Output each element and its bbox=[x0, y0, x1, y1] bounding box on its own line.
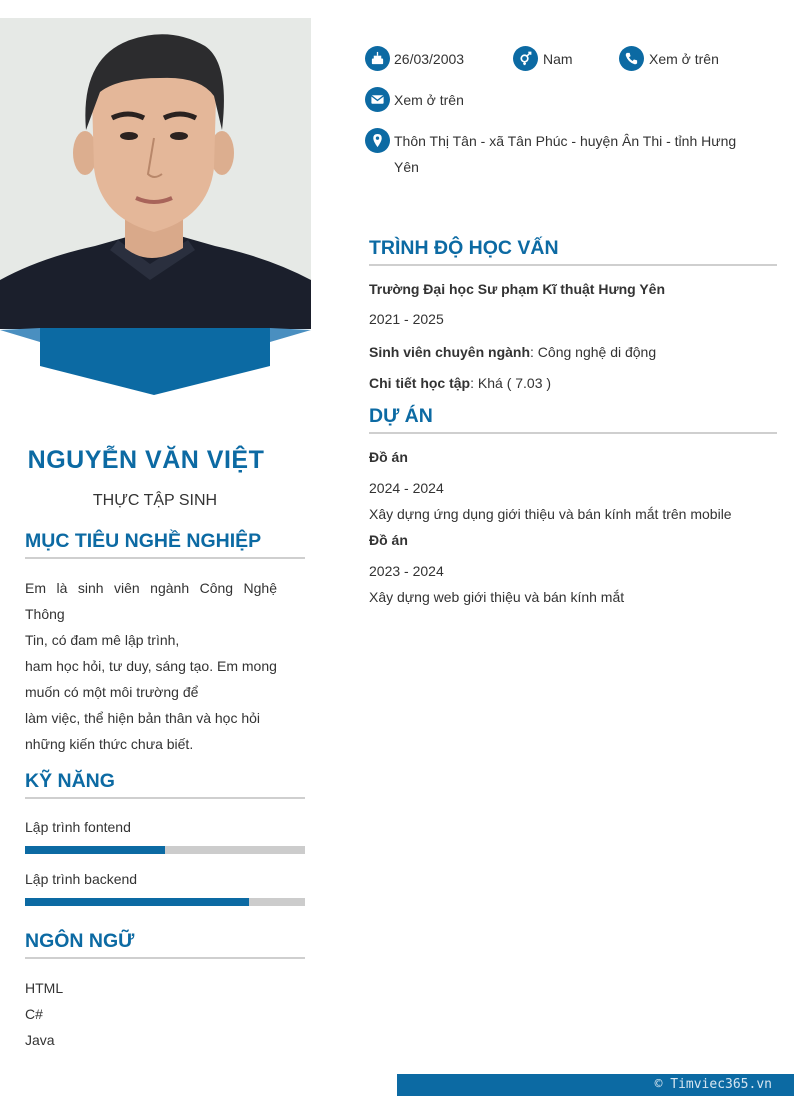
language-item: C# bbox=[25, 1006, 43, 1022]
address-line: Yên bbox=[394, 159, 419, 175]
grade-label: Chi tiết học tập bbox=[369, 375, 471, 391]
project-description: Xây dựng ứng dụng giới thiệu và bán kính mắt trên mobile bbox=[369, 506, 732, 522]
footer-watermark: © Timviec365.vn bbox=[654, 1077, 772, 1092]
grade-value: : Khá ( 7.03 ) bbox=[470, 375, 552, 391]
language-item: Java bbox=[25, 1032, 55, 1048]
objective-line: Em là sinh viên ngành Công Nghệ Thông bbox=[25, 580, 277, 622]
skills-title: KỸ NĂNG bbox=[25, 770, 305, 799]
email-text: Xem ở trên bbox=[394, 92, 464, 108]
gender-text: Nam bbox=[543, 51, 573, 67]
education-period: 2021 - 2025 bbox=[369, 311, 444, 327]
objective-line: ham học hỏi, tư duy, sáng tạo. Em mong bbox=[25, 658, 277, 674]
projects-title: DỰ ÁN bbox=[369, 405, 777, 434]
languages-title: NGÔN NGỮ bbox=[25, 930, 305, 959]
project-period: 2023 - 2024 bbox=[369, 563, 444, 579]
portrait-illustration bbox=[0, 18, 311, 329]
phone-icon bbox=[619, 46, 644, 71]
photo-ribbon bbox=[0, 328, 311, 396]
email-icon bbox=[365, 87, 390, 112]
objective-line: Tin, có đam mê lập trình, bbox=[25, 632, 180, 648]
birthday-text: 26/03/2003 bbox=[394, 51, 465, 67]
objective-text bbox=[25, 575, 277, 757]
candidate-position: THỰC TẬP SINH bbox=[92, 492, 218, 509]
skill-bar bbox=[25, 898, 305, 906]
major-label: Sinh viên chuyên ngành bbox=[369, 344, 531, 360]
birthday-cake-icon bbox=[365, 46, 390, 71]
skill-label: Lập trình backend bbox=[25, 871, 138, 887]
project-description: Xây dựng web giới thiệu và bán kính mắt bbox=[369, 589, 625, 605]
address-line: Thôn Thị Tân - xã Tân Phúc - huyện Ân Thi - tỉnh Hưng bbox=[394, 133, 737, 149]
project-period: 2024 - 2024 bbox=[369, 480, 444, 496]
objective-line: muốn có một môi trường để bbox=[25, 684, 199, 700]
skill-bar-fill bbox=[25, 846, 165, 854]
skill-bar-fill bbox=[25, 898, 249, 906]
skill-bar bbox=[25, 846, 305, 854]
skill-label: Lập trình fontend bbox=[25, 819, 131, 835]
phone-text: Xem ở trên bbox=[649, 51, 719, 67]
project-name: Đồ án bbox=[369, 449, 408, 465]
education-major bbox=[369, 344, 656, 360]
project-name: Đồ án bbox=[369, 532, 408, 548]
profile-photo bbox=[0, 18, 311, 329]
objective-line: làm việc, thể hiện bản thân và học hỏi bbox=[25, 710, 261, 726]
objective-title: MỤC TIÊU NGHỀ NGHIỆP bbox=[25, 530, 305, 559]
candidate-name: NGUYỄN VĂN VIỆT bbox=[27, 446, 265, 474]
objective-line: những kiến thức chưa biết. bbox=[25, 736, 194, 752]
location-icon bbox=[365, 128, 390, 153]
school-name: Trường Đại học Sư phạm Kĩ thuật Hưng Yên bbox=[369, 281, 666, 297]
gender-icon bbox=[513, 46, 538, 71]
education-title: TRÌNH ĐỘ HỌC VẤN bbox=[369, 237, 777, 266]
education-grade bbox=[369, 375, 551, 391]
language-item: HTML bbox=[25, 980, 64, 996]
major-value: : Công nghệ di động bbox=[530, 344, 657, 360]
